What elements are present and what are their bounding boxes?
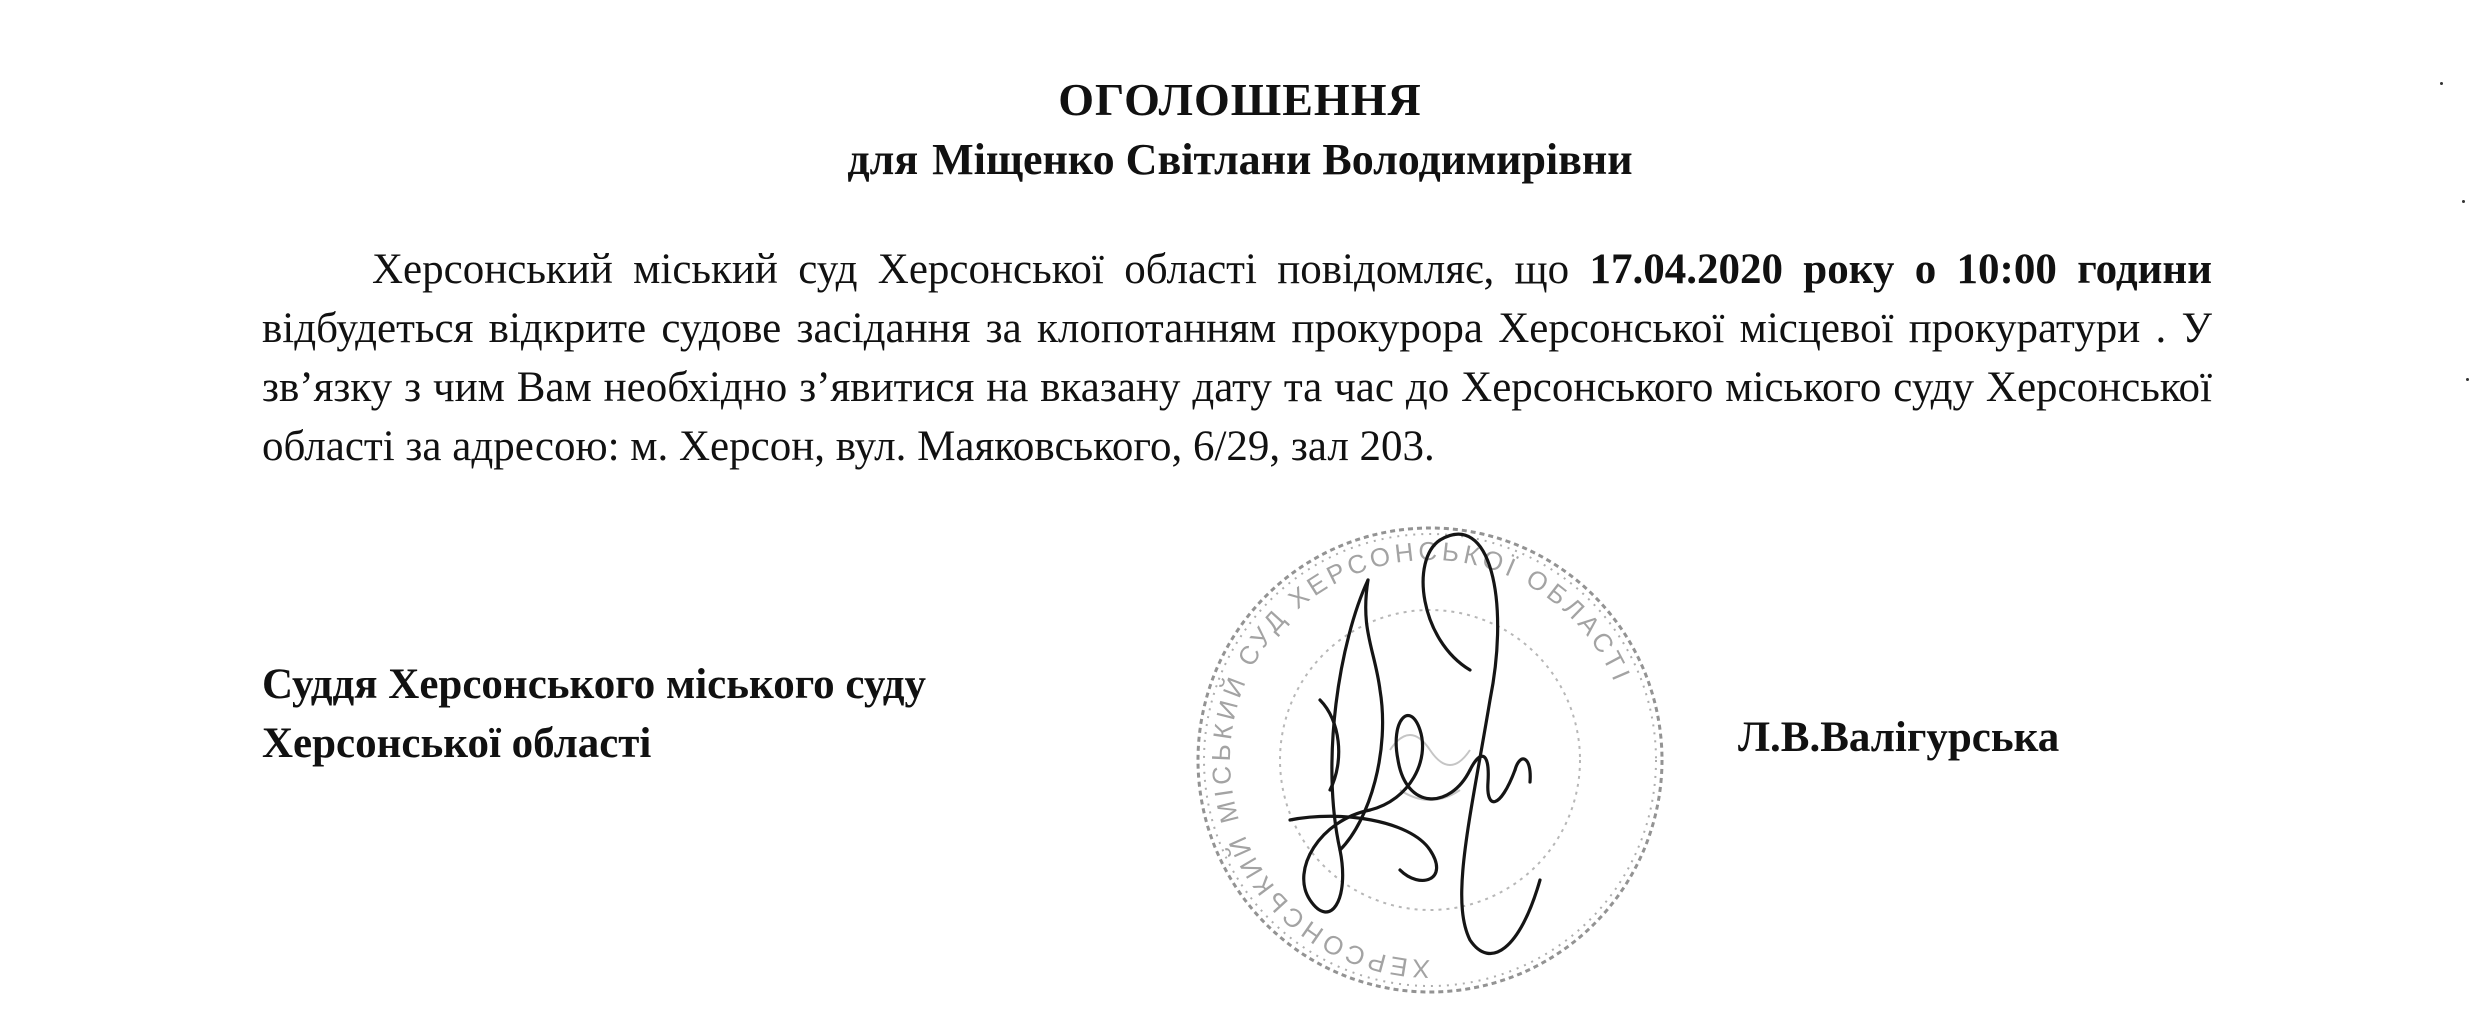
hearing-date-time: 17.04.2020 року о 10:00 години <box>1589 246 2212 293</box>
body-part-2: відбудеться відкрите судове засідання за клопотанням прокурора Херсонської місцевої прокуратури . У зв’язку з чим Вам необхідно з’явитися на вказану дату та час до Херсонського міського суду Херсонської області за адресою: м. Херсон, вул. Маяковського, 6/29, зал 203. <box>262 305 2212 470</box>
document-title: ОГОЛОШЕННЯ <box>1058 74 1422 125</box>
scan-speck <box>2466 378 2469 381</box>
subtitle-prefix: для <box>847 135 919 184</box>
signer-title-line-2: Херсонської області <box>262 720 652 767</box>
seal-ring-text: ХЕРСОНСЬКИЙ МІСЬКИЙ СУД ХЕРСОНСЬКОЇ ОБЛАСТІ <box>1205 535 1638 985</box>
signer-block <box>262 655 926 773</box>
scan-speck <box>2462 200 2465 203</box>
announcement-body <box>262 240 2212 476</box>
body-part-1: Херсонський міський суд Херсонської області повідомляє, що <box>372 246 1590 293</box>
signer-title-line-1: Суддя Херсонського міського суду <box>262 661 926 708</box>
official-seal-and-signature <box>1170 520 1690 1000</box>
signer-name: Л.В.Валігурська <box>1738 714 2060 761</box>
scan-speck <box>2440 82 2443 85</box>
subtitle-recipient-name: Міщенко Світлани Володимирівни <box>932 135 1633 184</box>
document-subtitle <box>0 132 2480 188</box>
